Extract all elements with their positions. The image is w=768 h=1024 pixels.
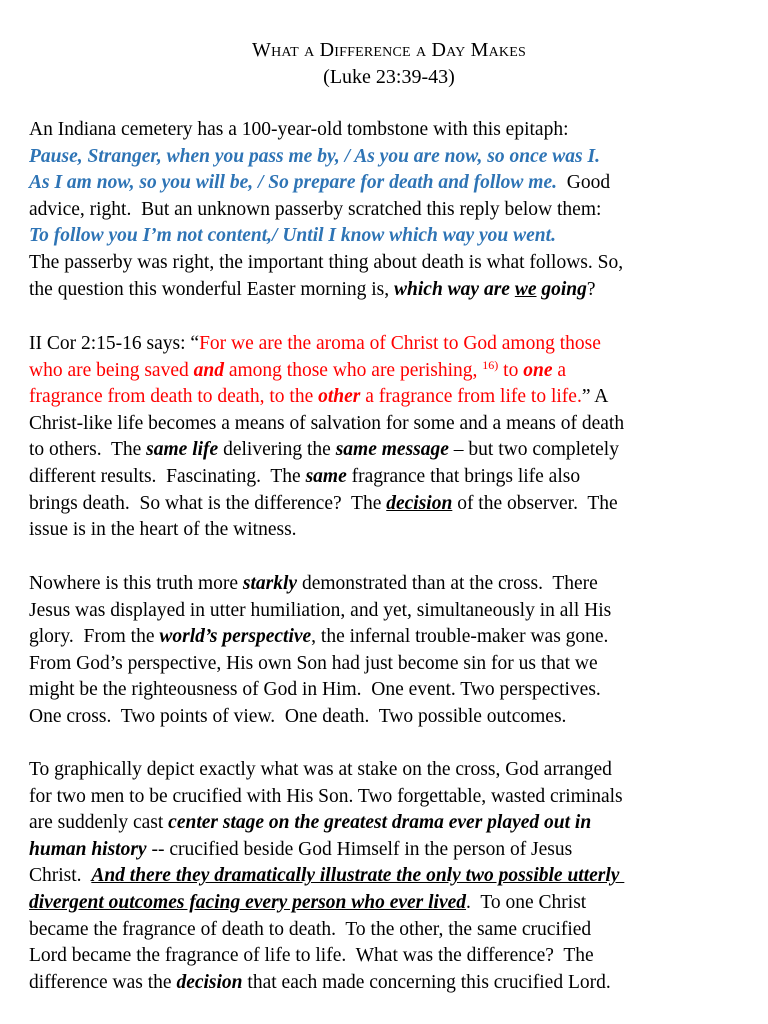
text-line: issue is in the heart of the witness. xyxy=(29,519,297,541)
emphasis-text: going xyxy=(536,278,587,300)
text-line: Jesus was displayed in utter humiliation, and yet, simultaneously in all His xyxy=(29,599,612,621)
text-line: might be the righteousness of God in Him. One event. Two perspectives. xyxy=(29,679,601,701)
paragraph-cross xyxy=(29,571,749,731)
scripture-emphasis: one xyxy=(523,359,553,381)
text-line: To graphically depict exactly what was at stake on the cross, God arranged xyxy=(29,759,612,780)
emphasis-underlined: And there they dramatically illustrate the only two possible utterly xyxy=(91,865,625,887)
scripture-quote: fragrance from death to death, to the xyxy=(29,386,319,408)
scripture-quote: a fragrance from life to life. xyxy=(360,386,582,408)
text-span: Good xyxy=(557,172,611,194)
text-span: – but two completely xyxy=(448,439,619,461)
text-line: An Indiana cemetery has a 100-year-old tombstone with this epitaph: xyxy=(29,119,569,140)
text-span: ? xyxy=(586,278,596,300)
text-line: The passerby was right, the important thing about death is what follows. So, xyxy=(29,251,624,273)
reply-line: To follow you I’m not content,/ Until I know which way you went. xyxy=(29,225,556,247)
scripture-quote: among those who are perishing, xyxy=(223,359,483,381)
scripture-reference: (Luke 23:39-43) xyxy=(323,66,455,88)
emphasis-text: same xyxy=(305,465,347,487)
epitaph-line: Pause, Stranger, when you pass me by, / As you are now, so once was I. xyxy=(29,145,600,167)
scripture-quote: to xyxy=(498,359,524,381)
text-line: One cross. Two points of view. One death. Two possible outcomes. xyxy=(29,705,567,727)
emphasis-text: decision xyxy=(176,971,243,993)
text-line: became the fragrance of death to death. To the other, the same crucified xyxy=(29,918,592,940)
text-span: . To one Christ xyxy=(466,891,587,913)
emphasis-text: starkly xyxy=(242,573,298,594)
emphasis-text: human history xyxy=(29,838,147,860)
emphasis-text: world’s perspective xyxy=(159,626,312,648)
text-span: are suddenly cast xyxy=(29,812,169,834)
text-line: advice, right. But an unknown passerby scratched this reply below them: xyxy=(29,198,602,220)
text-span: glory. From the xyxy=(29,626,160,648)
text-span: different results. Fascinating. The xyxy=(29,465,306,487)
scripture-quote: For we are the aroma of Christ to God among those xyxy=(199,333,601,354)
text-span: -- crucified beside God Himself in the person of Jesus xyxy=(146,838,573,860)
verse-number: 16) xyxy=(482,357,499,372)
text-line: Lord became the fragrance of life to life. What was the difference? The xyxy=(29,945,594,967)
scripture-emphasis: and xyxy=(193,359,224,381)
emphasis-underlined: decision xyxy=(386,492,453,514)
scripture-quote: who are being saved xyxy=(29,359,194,381)
emphasis-text: center stage on the greatest drama ever played out in xyxy=(168,812,592,834)
text-span: delivering the xyxy=(218,439,336,461)
emphasis-text: same message xyxy=(335,439,449,461)
text-span: II Cor 2:15-16 says: “ xyxy=(29,333,200,354)
text-line: Christ-like life becomes a means of salvation for some and a means of death xyxy=(29,412,625,434)
epitaph-line: As I am now, so you will be, / So prepare for death and follow me. xyxy=(29,172,557,194)
paragraph-criminals xyxy=(29,757,749,996)
text-span: Nowhere is this truth more xyxy=(29,573,243,594)
sermon-title: What a Difference a Day Makes xyxy=(252,39,526,61)
paragraph-epitaph xyxy=(29,117,749,303)
text-span: the question this wonderful Easter morning is, xyxy=(29,278,395,300)
paragraph-scripture xyxy=(29,331,749,544)
text-span: ” A xyxy=(581,386,609,408)
text-span: to others. The xyxy=(29,439,147,461)
text-span: Christ. xyxy=(29,865,92,887)
text-span: fragrance that brings life also xyxy=(346,465,581,487)
emphasis-text: which way are xyxy=(394,278,515,300)
emphasis-underlined: we xyxy=(514,278,537,300)
emphasis-text: same life xyxy=(146,439,219,461)
scripture-quote: a xyxy=(552,359,566,381)
text-span: , the infernal trouble-maker was gone. xyxy=(311,626,609,648)
text-span: difference was the xyxy=(29,971,177,993)
emphasis-underlined: divergent outcomes facing every person who ever lived xyxy=(29,891,467,913)
text-line: for two men to be crucified with His Son. Two forgettable, wasted criminals xyxy=(29,785,623,807)
scripture-emphasis: other xyxy=(318,386,361,408)
text-span: demonstrated than at the cross. There xyxy=(297,573,598,594)
text-line: From God’s perspective, His own Son had just become sin for us that we xyxy=(29,652,598,674)
text-span: of the observer. The xyxy=(452,492,618,514)
text-span: brings death. So what is the difference? The xyxy=(29,492,387,514)
text-span: that each made concerning this crucified Lord. xyxy=(242,971,611,993)
